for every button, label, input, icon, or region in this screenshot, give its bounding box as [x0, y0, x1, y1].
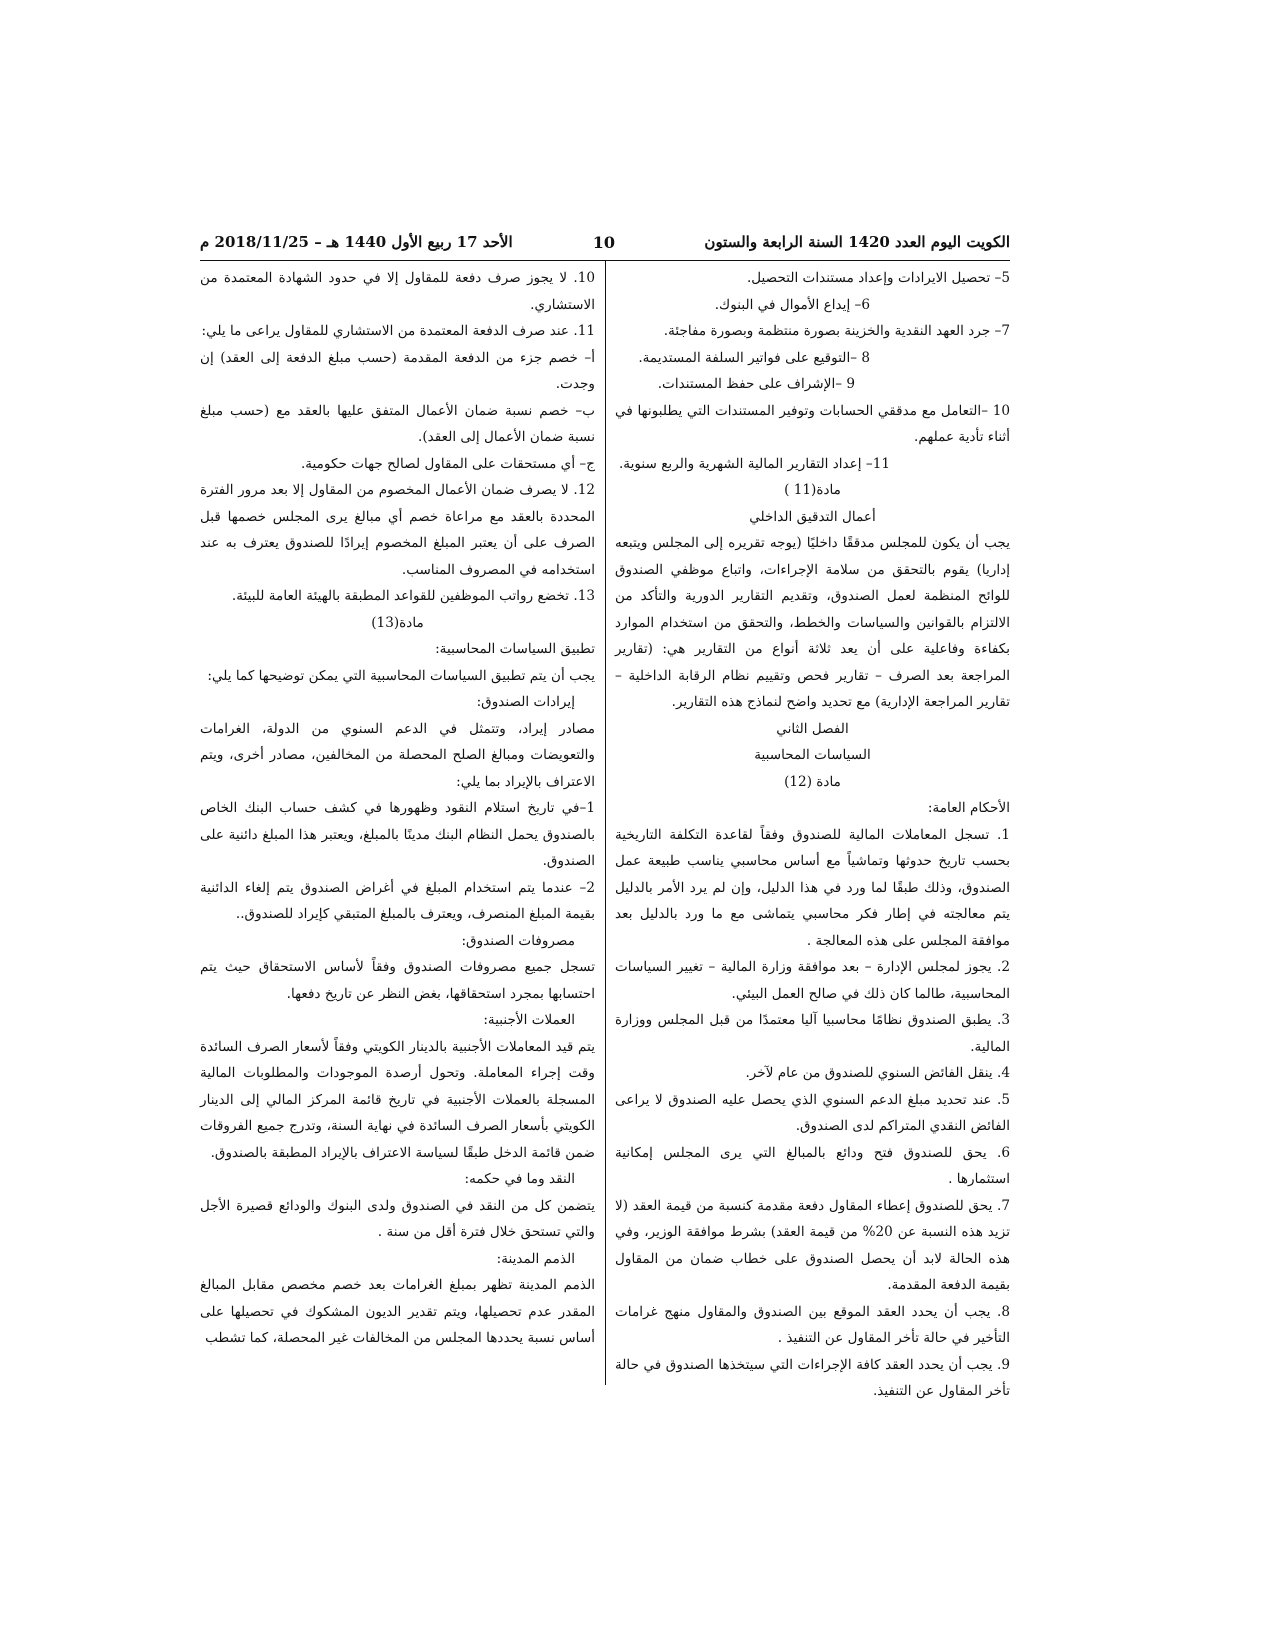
paragraph: 10 –التعامل مع مدققي الحسابات وتوفير المستندات التي يطلبونها في أثناء تأدية عملهم. [615, 402, 1010, 445]
paragraph: 12. لا يصرف ضمان الأعمال المخصوم من المقاول إلا بعد مرور الفترة المحددة بالعقد مع مراعاة خصم أي مبالغ يرى المجلس خصمها قبل الصرف على أن يعتبر المبلغ المخصوم إيرادًا للصندوق يعترف به عند استخدامه في المصروف المناسب. [200, 482, 595, 578]
column-separator [605, 261, 606, 1385]
paragraph: 1–في تاريخ استلام النقود وظهورها في كشف حساب البنك الخاص بالصندوق يحمل النظام البنك مدينًا بالمبلغ، ويعتبر هذا المبلغ دائنية على الصندوق. [200, 800, 595, 869]
subheading: تطبيق السياسات المحاسبية: [435, 641, 595, 657]
paragraph: 6– إيداع الأموال في البنوك. [714, 296, 870, 313]
subheading: العملات الأجنبية: [483, 1012, 575, 1028]
page-number: 10 [592, 232, 615, 252]
gazette-page [200, 225, 1010, 1399]
paragraph: مصادر إيراد، وتتمثل في الدعم السنوي من الدولة، الغرامات والتعويضات ومبالغ الصلح المحصلة من المخالفين، مصادر أخرى، ويتم الاعتراف بالإيراد بما يلي: [200, 720, 595, 790]
paragraph: يتضمن كل من النقد في الصندوق ولدى البنوك والودائع قصيرة الأجل والتي تستحق خلال فترة أقل من سنة . [200, 1197, 595, 1240]
header-date: الأحد 17 ربيع الأول 1440 هـ – 2018/11/25 م [200, 233, 513, 251]
subheading: الأحكام العامة: [927, 800, 1010, 816]
paragraph: يتم قيد المعاملات الأجنبية بالدينار الكويتي وفقاً لأسعار الصرف السائدة وقت إجراء المعاملة. وتحول أرصدة الموجودات والمطلوبات المالية المسجلة بالعملات الأجنبية في تاريخ قائمة المركز المالي إلى الدينار الكويتي بأسعار الصرف السائدة في نهاية السنة، وتدرج جميع الفروقات ضمن قائمة الدخل طبقًا لسياسة الاعتراف بالإيراد المطبقة بالصندوق. [200, 1038, 595, 1161]
paragraph: 13. تخضع رواتب الموظفين للقواعد المطبقة بالهيئة العامة للبيئة. [231, 588, 595, 604]
paragraph: 8 –التوقيع على فواتير السلفة المستديمة. [638, 349, 870, 366]
subheading: النقد وما في حكمه: [464, 1171, 575, 1187]
paragraph: 4. ينقل الفائض السنوي للصندوق من عام لآخر. [745, 1065, 1010, 1081]
paragraph: 5– تحصيل الايرادات وإعداد مستندات التحصيل. [746, 270, 1010, 286]
paragraph: يجب أن يكون للمجلس مدققًا داخليًا (يوجه تقريره إلى المجلس ويتبعه إداريا) يقوم بالتحقق من سلامة الإجراءات، واتباع موظفي الصندوق للوائح المنظمة لعمل الصندوق، وتقديم التقارير الدورية والتأكد من الالتزام بالقوانين والسياسات والخطط، والتحقق من استخدام الموارد بكفاءة وفاعلية على أن يعد ثلاثة أنواع من التقارير هي: (تقارير المراجعة بعد الصرف – تقارير فحص وتقييم نظام الرقابة الداخلية – تقارير المراجعة الإدارية) مع تحديد واضح لنماذج هذه التقارير. [615, 535, 1010, 710]
paragraph: الذمم المدينة تظهر بمبلغ الغرامات بعد خصم مخصص مقابل المبالغ المقدر عدم تحصيلها، ويتم تقدير الديون المشكوك في تحصيلها على أساس نسبة يحددها المجلس من المخالفات غير المحصلة، كما تشطب [200, 1277, 595, 1346]
chapter-heading: الفصل الثاني [776, 720, 849, 737]
left-column [200, 265, 595, 1352]
page-header [200, 225, 1010, 259]
subheading: الذمم المدينة: [496, 1250, 575, 1267]
article-heading: مادة (12) [784, 773, 841, 790]
paragraph: 7– جرد العهد النقدية والخزينة بصورة منتظمة وبصورة مفاجئة. [663, 323, 1010, 339]
paragraph: 8. يجب أن يحدد العقد الموقع بين الصندوق والمقاول منهج غرامات التأخير في حالة تأخر المقاول عن التنفيذ . [615, 1303, 1010, 1346]
paragraph: ب– خصم نسبة ضمان الأعمال المتفق عليها بالعقد مع (حسب مبلغ نسبة ضمان الأعمال إلى العقد). [200, 402, 595, 445]
paragraph: تسجل جميع مصروفات الصندوق وفقاً لأساس الاستحقاق حيث يتم احتسابها بمجرد استحقاقها، بغض النظر عن تاريخ دفعها. [200, 959, 595, 1002]
paragraph: 7. يحق للصندوق إعطاء المقاول دفعة مقدمة كنسبة من قيمة العقد (لا تزيد هذه النسبة عن 20% من قيمة العقد) بشرط موافقة الوزير، وفي هذه الحالة لابد أن يحصل الصندوق على خطاب ضمان من المقاول بقيمة الدفعة المقدمة. [615, 1197, 1010, 1293]
right-column [615, 265, 1010, 1405]
paragraph: 1. تسجل المعاملات المالية للصندوق وفقاً لقاعدة التكلفة التاريخية بحسب تاريخ حدوثها وتماشياً مع أساس محاسبي يناسب طبيعة عمل الصندوق، وذلك طبقًا لما ورد في هذا الدليل، وإن لم يرد الأمر بالدليل يتم معالجته في إطار فكر محاسبي يتماشى مع ما ورد بالدليل بعد موافقة المجلس على هذه المعالجة . [615, 826, 1010, 949]
chapter-title: السياسات المحاسبية [754, 747, 871, 763]
subheading: مصروفات الصندوق: [461, 932, 575, 949]
subheading: إيرادات الصندوق: [476, 694, 575, 710]
paragraph: 2. يجوز لمجلس الإدارة – بعد موافقة وزارة المالية – تغيير السياسات المحاسبية، طالما كان ذلك في صالح العمل البيئي. [615, 959, 1010, 1002]
paragraph: 6. يحق للصندوق فتح ودائع بالمبالغ التي يرى المجلس إمكانية استثمارها . [615, 1144, 1010, 1187]
paragraph: 9 –الإشراف على حفظ المستندات. [657, 376, 855, 392]
paragraph: 10. لا يجوز صرف دفعة للمقاول إلا في حدود الشهادة المعتمدة من الاستشاري. [200, 270, 595, 313]
article-heading: مادة(11 ) [784, 482, 841, 498]
article-heading: مادة(13) [371, 614, 424, 631]
paragraph: أ– خصم جزء من الدفعة المقدمة (حسب مبلغ الدفعة إلى العقد) إن وجدت. [200, 349, 595, 392]
paragraph: 5. عند تحديد مبلغ الدعم السنوي الذي يحصل عليه الصندوق لا يراعى الفائض النقدي المتراكم لدى الصندوق. [615, 1091, 1010, 1134]
paragraph: 11. عند صرف الدفعة المعتمدة من الاستشاري للمقاول يراعى ما يلي: [201, 323, 595, 339]
paragraph: يجب أن يتم تطبيق السياسات المحاسبية التي يمكن توضيحها كما يلي: [207, 667, 595, 684]
section-heading: أعمال التدقيق الداخلي [749, 508, 876, 525]
paragraph: 3. يطبق الصندوق نظامًا محاسبيا آليا معتمدًا من قبل المجلس ووزارة المالية. [615, 1012, 1010, 1055]
paragraph: 2– عندما يتم استخدام المبلغ في أغراض الصندوق يتم إلغاء الدائنية بقيمة المبلغ المنصرف، ويعترف بالمبلغ المتبقي كإيراد للصندوق.. [200, 879, 595, 922]
paragraph: 9. يجب أن يحدد العقد كافة الإجراءات التي سيتخذها الصندوق في حالة تأخر المقاول عن التنفيذ. [615, 1356, 1010, 1399]
paragraph: ج– أي مستحقات على المقاول لصالح جهات حكومية. [300, 455, 595, 472]
paragraph: 11– إعداد التقارير المالية الشهرية والربع سنوية. [618, 455, 890, 472]
header-publication: الكويت اليوم العدد 1420 السنة الرابعة والستون [704, 233, 1010, 251]
